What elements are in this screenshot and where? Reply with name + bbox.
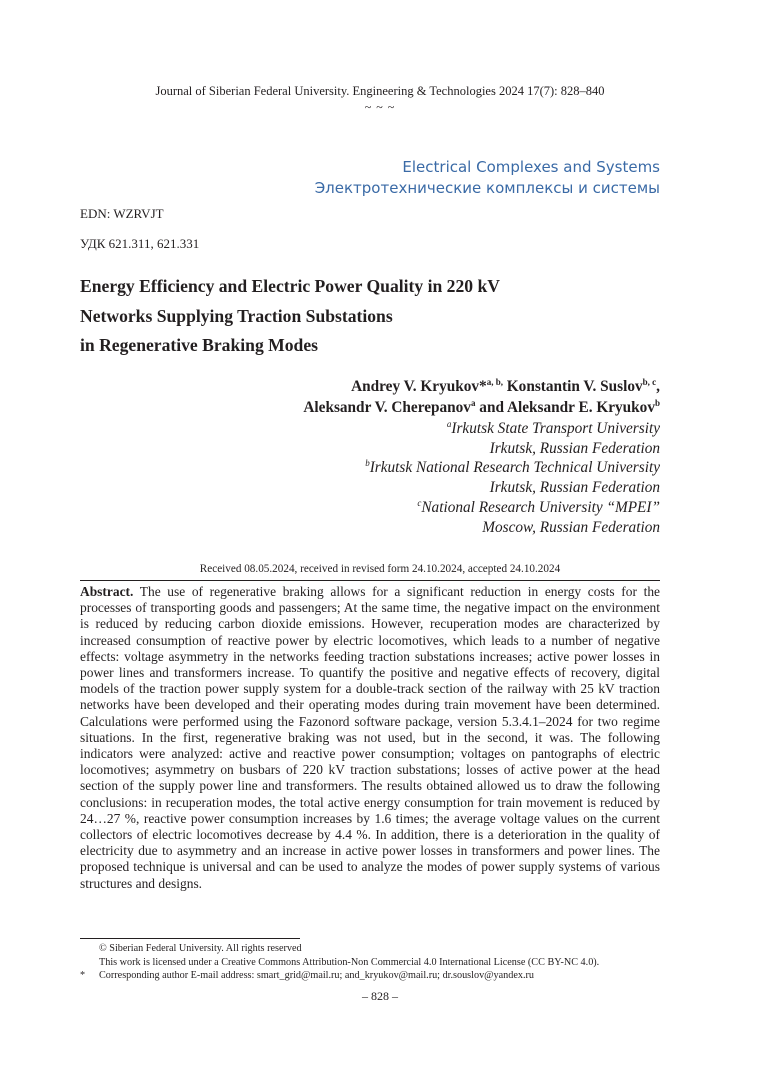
- affiliation-city: Moscow, Russian Federation: [482, 518, 660, 536]
- author-affiliation-mark: b, c: [642, 376, 657, 387]
- title-line-3: in Regenerative Braking Modes: [80, 335, 318, 355]
- affiliation-org-name: Irkutsk State Transport University: [451, 420, 660, 437]
- author-affiliation-mark: a: [470, 397, 476, 408]
- edn-code: EDN: WZRVJT: [80, 206, 164, 221]
- corresponding-author-note: [80, 969, 534, 983]
- title-line-2: Networks Supplying Traction Substations: [80, 305, 393, 326]
- author-separator: ,: [656, 378, 660, 395]
- abstract-text: The use of regenerative braking allows for a significant reduction in energy costs for the processes of transporting goods and passengers; At the same time, the negative impact on the environment is reduced by reducing carbon dioxide emissions. However, recuperation modes are characterized by increased consumption of reactive power by electric locomotives, which leads to a number of negative effects: voltage asymmetry in the networks feeding traction substations increases; active power losses in power lines and transformers increase. To quantify the positive and negative effects of recovery, digital models of the traction power supply system for a double-track section of the railway with 25 kV traction networks have been developed and their operating modes during train movement have been determined. Calculations were performed using the Fazonord software package, version 5.3.4.1–2024 for two regime situations. In the first, regenerative braking was not used, but in the second, it was. The following indicators were analyzed: active and reactive power consumption; voltages on pantographs of electric locomotives; asymmetry on busbars of 220 kV traction substations; losses of active power at the head section of the supply power line and transformers. The results obtained allowed us to draw the following conclusions: in recuperation modes, the total active energy consumption for train movement is reduced by 24…27 %, reactive power consumption increases by 1.6 times; the average voltage values on the current collectors of electric locomotives decrease by 4.4 %. In addition, there is a deterioration in the quality of electricity due to asymmetry and an increase in active power losses in transformers and power lines. The proposed technique is universal and can be used to analyze the modes of power supply systems of various structures and designs.: [80, 584, 660, 891]
- affiliation-mark: c: [417, 497, 422, 508]
- affiliation-org-name: National Research University “MPEI”: [421, 498, 660, 516]
- footnote-divider: [80, 938, 300, 939]
- affiliation-city: Irkutsk, Russian Federation: [489, 439, 660, 457]
- footnote-star: *: [80, 970, 86, 981]
- author-name: Andrey V. Kryukov*: [351, 378, 487, 395]
- affiliation-city: Irkutsk, Russian Federation: [489, 479, 660, 497]
- author-name: Aleksandr V. Cherepanov: [303, 399, 471, 416]
- udk-code: УДК 621.311, 621.331: [80, 236, 200, 251]
- section-title-english: Electrical Complexes and Systems: [402, 158, 660, 176]
- abstract-label: Abstract.: [80, 584, 134, 599]
- abstract: [80, 584, 660, 892]
- affiliation-list: [365, 419, 660, 537]
- author-conjunction: and: [475, 399, 507, 416]
- journal-header: Journal of Siberian Federal University. Engineering & Technologies 2024 17(7): 828–840: [155, 84, 605, 98]
- abstract-divider: [80, 580, 660, 581]
- paper-title: [80, 272, 640, 361]
- page-number: – 828 –: [362, 989, 398, 1003]
- affiliation-org: [365, 458, 660, 478]
- section-title-russian: Электротехнические комплексы и системы: [314, 179, 660, 197]
- author-list: [303, 376, 660, 418]
- author-affiliation-mark: a, b,: [486, 376, 503, 387]
- author-line-2: [303, 397, 660, 418]
- author-line-1: [303, 376, 660, 397]
- license-note: This work is licensed under a Creative Commons Attribution-Non Commercial 4.0 International License (CC BY-NC 4.0).: [99, 956, 600, 968]
- header-separator: ~ ~ ~: [364, 100, 396, 114]
- affiliation-org-name: Irkutsk National Research Technical University: [369, 459, 660, 477]
- affiliation-mark: a: [446, 418, 452, 429]
- author-affiliation-mark: b: [654, 397, 660, 408]
- author-name: Aleksandr E. Kryukov: [506, 399, 655, 416]
- affiliation-org: [365, 419, 660, 439]
- title-line-1: Energy Efficiency and Electric Power Quality in 220 kV: [80, 276, 500, 296]
- author-name: Konstantin V. Suslov: [502, 378, 643, 395]
- corresponding-author-emails: Corresponding author E-mail address: smart_grid@mail.ru; and_kryukov@mail.ru; dr.souslov@yandex.ru: [99, 970, 535, 981]
- received-dates: Received 08.05.2024, received in revised form 24.10.2024, accepted 24.10.2024: [199, 563, 561, 575]
- affiliation-org: [365, 498, 660, 518]
- copyright-note: © Siberian Federal University. All rights reserved: [99, 943, 302, 954]
- affiliation-mark: b: [365, 458, 370, 469]
